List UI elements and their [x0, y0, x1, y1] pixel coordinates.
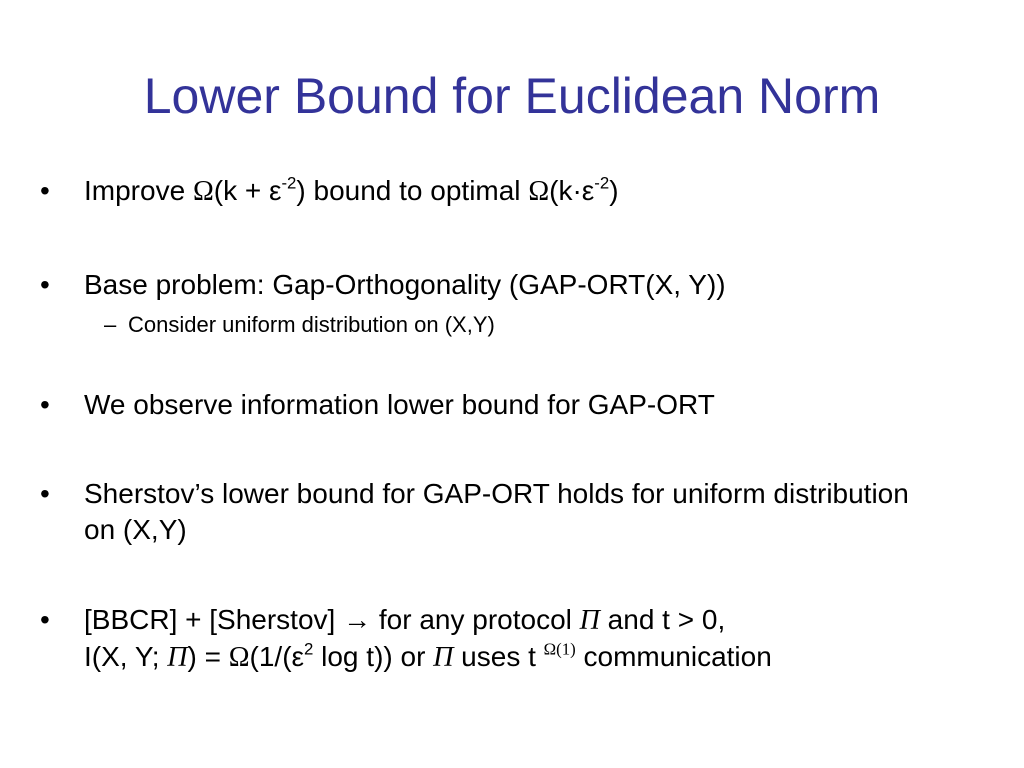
bullet-base-problem-text: Base problem: Gap-Orthogonality (GAP-ORT(X, Y))	[84, 269, 726, 300]
subbullet-uniform-text: Consider uniform distribution on (X,Y)	[128, 312, 495, 337]
bullet-dot: •	[40, 478, 50, 509]
bullet-information-text: We observe information lower bound for GAP-ORT	[84, 389, 715, 420]
bullet-dot: •	[40, 604, 50, 635]
bullet-dot: •	[40, 269, 50, 300]
subbullet-uniform	[104, 311, 495, 339]
arrow-symbol: →	[343, 605, 372, 636]
bullet-improve	[40, 173, 964, 210]
pi-symbol: Π	[433, 642, 454, 673]
bullet-bbcr-text	[84, 602, 964, 676]
omega-symbol: Ω	[228, 642, 250, 673]
omega-symbol: Ω	[192, 176, 214, 207]
subbullet-dash: –	[104, 312, 117, 337]
bullet-sherstov	[40, 476, 924, 548]
bullet-bbcr-line2: I(X, Y; $\Pi) = \Omega(1/(\varepsilon^2$ log t)) or Π uses t $^{\Omega(1)}$ communication	[84, 639, 772, 673]
bullet-improve-text: Improve $\Omega(k + \varepsilon^{-2})$ bound to optimal $\Omega(k\cdot\varepsilon^{-2})$	[84, 173, 619, 207]
bullet-dot: •	[40, 389, 50, 420]
bullet-bbcr	[40, 602, 964, 676]
bullet-dot: •	[40, 175, 50, 206]
pi-symbol: Π	[167, 642, 188, 673]
bullet-sherstov-text: Sherstov’s lower bound for GAP-ORT holds for uniform distribution on (X,Y)	[84, 478, 909, 545]
pi-symbol: Π	[579, 605, 600, 636]
bullet-base-problem	[40, 267, 964, 303]
omega-symbol: Ω	[528, 176, 550, 207]
bullet-bbcr-line1: [BBCR] + [Sherstov] → for any protocol Π and t > 0,	[84, 604, 726, 636]
bullet-information	[40, 387, 964, 423]
slide-title: Lower Bound for Euclidean Norm	[143, 68, 881, 124]
